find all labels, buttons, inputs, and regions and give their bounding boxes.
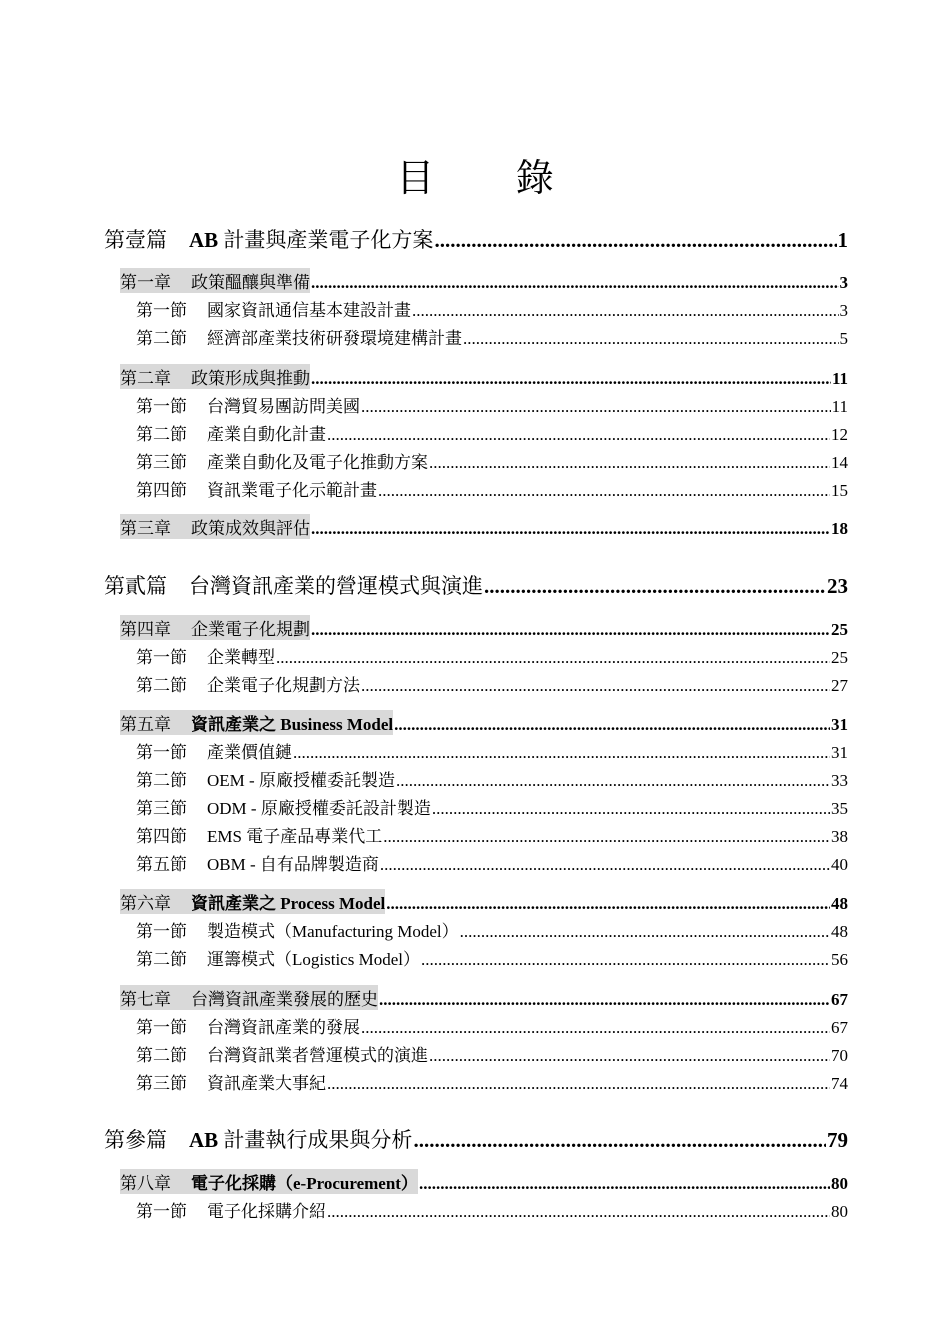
section-prefix: 第一節 (136, 301, 187, 320)
section-title: 台灣資訊產業的發展 (207, 1018, 360, 1037)
chapter-prefix: 第八章 (120, 1174, 171, 1193)
leader-dots (276, 648, 830, 668)
toc-section[interactable] (136, 1013, 848, 1038)
section-prefix: 第三節 (136, 453, 187, 472)
page-number: 80 (831, 1202, 848, 1221)
toc-section[interactable] (136, 794, 848, 819)
leader-dots (327, 425, 830, 445)
toc-section[interactable] (136, 643, 848, 668)
leader-dots (419, 1174, 830, 1194)
leader-dots (383, 827, 830, 847)
chapter-prefix: 第三章 (120, 519, 171, 538)
toc-section[interactable] (136, 392, 848, 417)
toc-section[interactable] (136, 738, 848, 763)
section-title: ODM - 原廠授權委託設計製造 (207, 799, 431, 818)
toc-chapter-7[interactable] (120, 985, 848, 1010)
part-title-latin: AB (189, 1128, 219, 1152)
section-title: 資訊業電子化示範計畫 (207, 481, 377, 500)
section-title: 國家資訊通信基本建設計畫 (207, 301, 411, 320)
leader-dots (311, 620, 830, 640)
toc-section[interactable] (136, 420, 848, 445)
leader-dots (484, 574, 826, 599)
page-number: 15 (831, 481, 848, 500)
leader-dots (394, 715, 830, 735)
leader-dots (379, 990, 830, 1010)
part-title: 台灣資訊產業的營運模式與演進 (189, 574, 483, 598)
chapter-prefix: 第二章 (120, 369, 171, 388)
section-prefix: 第二節 (136, 425, 187, 444)
section-prefix: 第二節 (136, 950, 187, 969)
chapter-title: 電子化採購（e-Procurement） (191, 1174, 418, 1193)
page-number: 3 (839, 301, 848, 320)
toc-section[interactable] (136, 448, 848, 473)
section-title: 台灣資訊業者營運模式的演進 (207, 1046, 428, 1065)
toc-part-3[interactable] (104, 1124, 848, 1154)
leader-dots (311, 519, 830, 539)
section-prefix: 第一節 (136, 1202, 187, 1221)
toc-chapter-6[interactable] (120, 889, 848, 914)
toc-chapter-1[interactable] (120, 268, 848, 293)
part-title: 計畫與產業電子化方案 (218, 228, 434, 252)
section-title: 電子化採購介紹 (207, 1202, 326, 1221)
leader-dots (460, 922, 830, 942)
chapter-title: 政策成效與評估 (191, 519, 310, 538)
toc-section[interactable] (136, 917, 848, 942)
leader-dots (386, 894, 830, 914)
page-number: 31 (831, 743, 848, 762)
page-number: 31 (831, 715, 848, 734)
page-number: 23 (827, 574, 848, 598)
toc-section[interactable] (136, 766, 848, 791)
page-number: 1 (837, 228, 848, 252)
part-title-latin: AB (189, 228, 219, 252)
section-prefix: 第二節 (136, 329, 187, 348)
section-prefix: 第一節 (136, 648, 187, 667)
page-number: 79 (827, 1128, 848, 1152)
page-number: 33 (831, 771, 848, 790)
toc-chapter-8[interactable] (120, 1169, 848, 1194)
page-number: 27 (831, 676, 848, 695)
page-number: 74 (831, 1074, 848, 1093)
section-title: 產業價值鏈 (207, 743, 292, 762)
page-number: 18 (831, 519, 848, 538)
leader-dots (378, 481, 830, 501)
section-prefix: 第一節 (136, 397, 187, 416)
chapter-prefix: 第五章 (120, 715, 171, 734)
chapter-title: 資訊產業之 Process Model (191, 894, 386, 913)
section-title: 企業轉型 (207, 648, 275, 667)
toc-section[interactable] (136, 1069, 848, 1094)
page-number: 38 (831, 827, 848, 846)
chapter-title: 企業電子化規劃 (191, 620, 310, 639)
section-prefix: 第一節 (136, 1018, 187, 1037)
toc-section[interactable] (136, 476, 848, 501)
part-prefix: 第貳篇 (104, 574, 167, 598)
leader-dots (396, 771, 830, 791)
section-title: OBM - 自有品牌製造商 (207, 855, 379, 874)
leader-dots (429, 453, 830, 473)
chapter-prefix: 第四章 (120, 620, 171, 639)
leader-dots (413, 1128, 826, 1153)
page-number: 35 (831, 799, 848, 818)
part-prefix: 第壹篇 (104, 228, 167, 252)
page-number: 56 (831, 950, 848, 969)
leader-dots (463, 329, 839, 349)
chapter-title: 台灣資訊產業發展的歷史 (191, 990, 378, 1009)
leader-dots (311, 273, 839, 293)
page-number: 48 (831, 894, 848, 913)
page-number: 25 (831, 648, 848, 667)
chapter-title: 政策醞釀與準備 (191, 273, 310, 292)
toc-part-2[interactable] (104, 570, 848, 600)
section-prefix: 第二節 (136, 771, 187, 790)
toc-chapter-4[interactable] (120, 615, 848, 640)
toc-section[interactable] (136, 822, 848, 847)
page-number: 40 (831, 855, 848, 874)
section-title: 台灣貿易團訪問美國 (207, 397, 360, 416)
leader-dots (311, 369, 831, 389)
section-prefix: 第二節 (136, 676, 187, 695)
leader-dots (429, 1046, 830, 1066)
section-prefix: 第三節 (136, 799, 187, 818)
section-title: 產業自動化計畫 (207, 425, 326, 444)
toc-section[interactable] (136, 945, 848, 970)
leader-dots (361, 397, 831, 417)
section-prefix: 第一節 (136, 743, 187, 762)
section-title: 資訊產業大事紀 (207, 1074, 326, 1093)
section-prefix: 第四節 (136, 827, 187, 846)
toc-section[interactable] (136, 296, 848, 321)
section-prefix: 第四節 (136, 481, 187, 500)
page-number: 12 (831, 425, 848, 444)
section-title: EMS 電子產品專業代工 (207, 827, 383, 846)
toc-section[interactable] (136, 671, 848, 696)
section-title: 運籌模式（Logistics Model） (207, 950, 420, 969)
toc-chapter-3[interactable] (120, 514, 848, 539)
page-number: 67 (831, 1018, 848, 1037)
page-number: 67 (831, 990, 848, 1009)
toc-title: 目 錄 (396, 158, 590, 200)
leader-dots (380, 855, 830, 875)
section-title: OEM - 原廠授權委託製造 (207, 771, 395, 790)
section-title: 企業電子化規劃方法 (207, 676, 360, 695)
chapter-title: 資訊產業之 Business Model (191, 715, 394, 734)
toc-section[interactable] (136, 324, 848, 349)
section-prefix: 第三節 (136, 1074, 187, 1093)
leader-dots (361, 676, 830, 696)
toc-chapter-5[interactable] (120, 710, 848, 735)
page-number: 48 (831, 922, 848, 941)
page-number: 14 (831, 453, 848, 472)
page-number: 11 (831, 369, 848, 388)
section-prefix: 第二節 (136, 1046, 187, 1065)
section-prefix: 第五節 (136, 855, 187, 874)
toc-section[interactable] (136, 850, 848, 875)
page-number: 3 (839, 273, 848, 292)
toc-chapter-2[interactable] (120, 364, 848, 389)
leader-dots (327, 1074, 830, 1094)
page-number: 80 (831, 1174, 848, 1193)
toc-section[interactable] (136, 1041, 848, 1066)
leader-dots (361, 1018, 830, 1038)
section-title: 製造模式（Manufacturing Model） (207, 922, 459, 941)
section-title: 產業自動化及電子化推動方案 (207, 453, 428, 472)
toc-section[interactable] (136, 1197, 848, 1222)
chapter-prefix: 第七章 (120, 990, 171, 1009)
chapter-prefix: 第六章 (120, 894, 171, 913)
section-prefix: 第一節 (136, 922, 187, 941)
page-number: 70 (831, 1046, 848, 1065)
leader-dots (327, 1202, 830, 1222)
section-title: 經濟部產業技術研發環境建構計畫 (207, 329, 462, 348)
page-number: 11 (831, 397, 848, 416)
part-prefix: 第參篇 (104, 1128, 167, 1152)
leader-dots (412, 301, 839, 321)
toc-part-1[interactable] (104, 224, 848, 254)
leader-dots (421, 950, 830, 970)
leader-dots (432, 799, 830, 819)
leader-dots (293, 743, 830, 763)
part-title: 計畫執行成果與分析 (218, 1128, 413, 1152)
chapter-prefix: 第一章 (120, 273, 171, 292)
chapter-title: 政策形成與推動 (191, 369, 310, 388)
page-number: 5 (839, 329, 848, 348)
page-number: 25 (831, 620, 848, 639)
leader-dots (434, 228, 836, 253)
